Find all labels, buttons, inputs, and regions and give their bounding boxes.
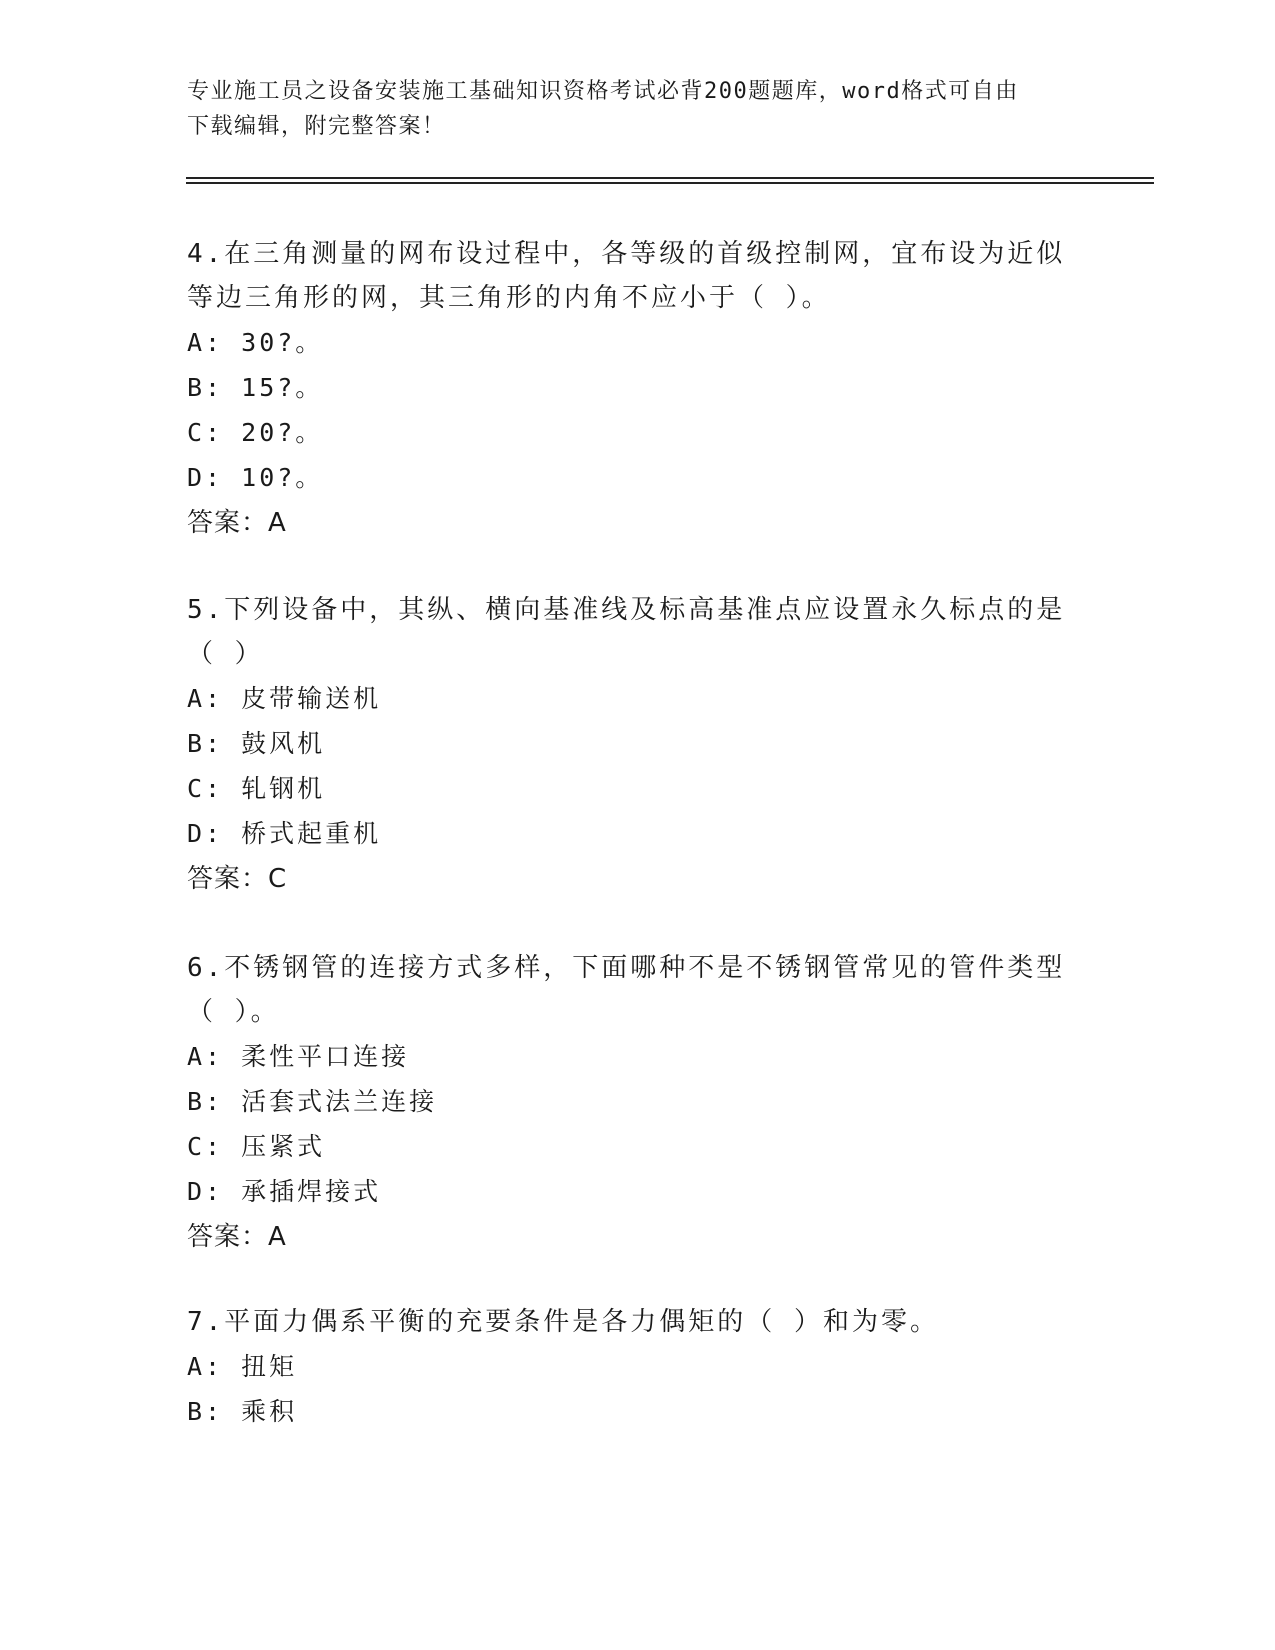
- option-c: C: 压紧式: [187, 1132, 326, 1161]
- option-d: D: 承插焊接式: [187, 1177, 382, 1206]
- header-title-line-1: 专业施工员之设备安装施工基础知识资格考试必背200题题库，word格式可自由: [187, 79, 1019, 104]
- question-stem-line-1: 7.平面力偶系平衡的充要条件是各力偶矩的（ ）和为零。: [187, 1307, 939, 1337]
- answer: 答案：A: [187, 1222, 287, 1252]
- answer: 答案：C: [187, 864, 288, 894]
- option-b: B: 15?。: [187, 373, 324, 402]
- question-stem-line-2: 等边三角形的网，其三角形的内角不应小于（ ）。: [187, 283, 831, 313]
- question-list: [187, 232, 1067, 1434]
- spacer: [187, 1260, 1067, 1300]
- option-a: A: 柔性平口连接: [187, 1042, 410, 1071]
- question-stem-line-2: （ ）: [187, 639, 264, 669]
- option-b: B: 乘积: [187, 1397, 298, 1426]
- question-stem-line-1: 6.不锈钢管的连接方式多样，下面哪种不是不锈钢管常见的管件类型: [187, 953, 1066, 983]
- header-title-line-2: 下载编辑，附完整答案！: [187, 114, 446, 139]
- option-d: D: 10?。: [187, 463, 324, 492]
- option-c: C: 轧钢机: [187, 774, 326, 803]
- header-divider-bottom: [186, 182, 1154, 184]
- question-stem-line-1: 5.下列设备中，其纵、横向基准线及标高基准点应设置永久标点的是: [187, 595, 1066, 625]
- option-a: A: 30?。: [187, 328, 324, 357]
- option-b: B: 鼓风机: [187, 729, 326, 758]
- question-stem-line-1: 4.在三角测量的网布设过程中，各等级的首级控制网，宜布设为近似: [187, 239, 1066, 269]
- question-4: [187, 232, 1067, 546]
- header-divider-top: [186, 177, 1154, 179]
- option-d: D: 桥式起重机: [187, 819, 382, 848]
- question-7: [187, 1300, 1067, 1434]
- document-header: [187, 74, 1067, 144]
- question-6: [187, 946, 1067, 1260]
- question-5: [187, 588, 1067, 902]
- option-c: C: 20?。: [187, 418, 324, 447]
- question-stem-line-2: （ ）。: [187, 997, 280, 1027]
- option-a: A: 扭矩: [187, 1352, 298, 1381]
- option-b: B: 活套式法兰连接: [187, 1087, 438, 1116]
- option-a: A: 皮带输送机: [187, 684, 382, 713]
- spacer: [187, 902, 1067, 946]
- spacer: [187, 546, 1067, 588]
- answer: 答案：A: [187, 508, 287, 538]
